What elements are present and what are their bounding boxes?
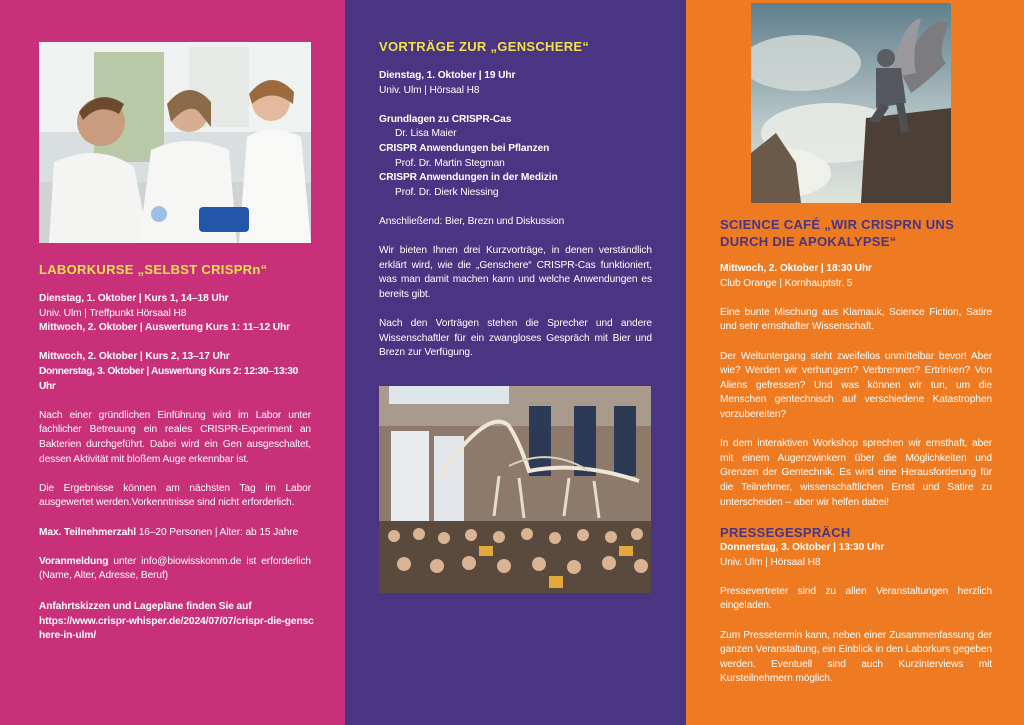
talk-speaker: Prof. Dr. Dierk Niessing	[395, 186, 499, 198]
vortraege-desc1: Wir bieten Ihnen drei Kurzvorträge, in denen verständlich erklärt wird, wie die „Genschere“ CRISPR-Cas funktioniert, was man damit machen kann und welche Anwendungen es bereits gibt.	[379, 245, 652, 300]
talk-title: CRISPR Anwendungen bei Pflanzen	[379, 142, 550, 154]
laborkurse-intro: Nach einer gründlichen Einführung wird im Labor unter fachlicher Betreuung ein reales CRISPR-Experiment an Bakterien durchgeführt. Dabei wird ein Gen ausgeschaltet, dessen Aktivität mit bloßem Auge erkennbar ist.	[39, 409, 311, 465]
course1-line3: Mittwoch, 2. Oktober | Auswertung Kurs 1: 11–12 Uhr	[39, 322, 290, 334]
science-cafe-p1: Eine bunte Mischung aus Klamauk, Science Fiction, Satire und sehr ernsthafter Wissenschaft.	[720, 306, 992, 333]
science-cafe-venue: Club Orange | Kornhauptstr. 5	[720, 277, 853, 289]
lab-photo	[39, 42, 311, 243]
directions-block	[39, 600, 314, 644]
science-cafe-p2: Der Weltuntergang steht zweifellos unmittelbar bevor! Aber wie? Werden wir verhungern? Verbrennen? Ertrinken? Von Aliens gefressen? Und was können wir tun, um die Menschen gentechnisch auf verschiedene Katastrophen vorzubereiten?	[720, 350, 992, 420]
press-p2: Zum Pressetermin kann, neben einer Zusammenfassung der ganzen Veranstaltung, ein Einblick in den Laborkurs gegeben werden. Eventuell sind auch Kurzinterviews mit Kursteilnehmern möglich.	[720, 629, 992, 685]
reg-value: unter info@biowisskomm.de ist erforderlich (Name, Alter, Adresse, Beruf)	[39, 555, 311, 582]
talk-speaker: Dr. Lisa Maier	[395, 128, 457, 140]
course1-line1: Dienstag, 1. Oktober | Kurs 1, 14–18 Uhr	[39, 293, 229, 304]
reg-label: Voranmeldung	[39, 555, 109, 567]
laborkurse-results: Die Ergebnisse können am nächsten Tag im Labor ausgewertet werden.Vorkenntnisse sind nicht erforderlich.	[39, 482, 311, 509]
vortraege-after: Anschließend: Bier, Brezn und Diskussion	[379, 215, 565, 227]
panel-laborkurse	[0, 0, 345, 725]
directions-link[interactable]: https://www.crispr-whisper.de/2024/07/07/crispr-die-genschere-in-ulm/	[39, 615, 314, 642]
vortraege-venue: Univ. Ulm | Hörsaal H8	[379, 84, 480, 96]
science-cafe-date: Mittwoch, 2. Oktober | 18:30 Uhr	[720, 263, 872, 274]
vortraege-heading: VORTRÄGE ZUR „GENSCHERE“	[379, 39, 590, 54]
course1-line2: Univ. Ulm | Treffpunkt Hörsaal H8	[39, 307, 187, 319]
talk-title: Grundlagen zu CRISPR-Cas	[379, 113, 512, 125]
science-cafe-p3: In dem interaktiven Workshop sprechen wir ernsthaft, aber mit einem Augenzwinkern über die Möglichkeiten und Grenzen der Gentechnik. Es wird eine Herausforderung für die Teilnehmer, wissenschaftlichen Ernst und Satire zu unterscheiden – aber wir helfen dabei!	[720, 438, 992, 508]
talk-speaker: Prof. Dr. Martin Stegman	[395, 157, 505, 169]
course2-line1: Mittwoch, 2. Oktober | Kurs 2, 13–17 Uhr	[39, 351, 230, 363]
laborkurse-heading: LABORKURSE „SELBST CRISPRn“	[39, 262, 268, 277]
press-p1: Pressevertreter sind zu allen Veranstaltungen herzlich eingeladen.	[720, 585, 992, 612]
science-cafe-text	[720, 262, 992, 510]
directions-text: Anfahrtskizzen und Lagepläne finden Sie auf	[39, 601, 252, 612]
vortraege-desc2: Nach den Vorträgen stehen die Sprecher und andere Wissenschaftler für ein zwangloses Gespräch mit Bier und Brezn zur Verfügung.	[379, 318, 652, 359]
course2-line2: Donnerstag, 3. Oktober | Auswertung Kurs 2: 12:30–13:30 Uhr	[39, 365, 298, 392]
panel-vortraege	[345, 0, 686, 725]
laborkurse-text	[39, 292, 311, 598]
press-date: Donnerstag, 3. Oktober | 13:30 Uhr	[720, 542, 885, 553]
museum-photo	[379, 386, 651, 593]
vortraege-text	[379, 69, 652, 375]
vortraege-date: Dienstag, 1. Oktober | 19 Uhr	[379, 70, 516, 81]
press-heading: PRESSEGESPRÄCH	[720, 525, 851, 540]
panel-science-cafe	[686, 0, 1024, 725]
press-text	[720, 541, 992, 687]
talk-title: CRISPR Anwendungen in der Medizin	[379, 172, 558, 184]
max-value: 16–20 Personen | Alter: ab 15 Jahre	[136, 526, 299, 538]
science-cafe-heading: SCIENCE CAFÉ „WIR CRISPRN UNS DURCH DIE APOKALYPSE“	[720, 217, 955, 249]
press-venue: Univ. Ulm | Hörsaal H8	[720, 556, 821, 568]
angel-photo	[751, 3, 951, 203]
max-label: Max. Teilnehmerzahl	[39, 526, 136, 538]
